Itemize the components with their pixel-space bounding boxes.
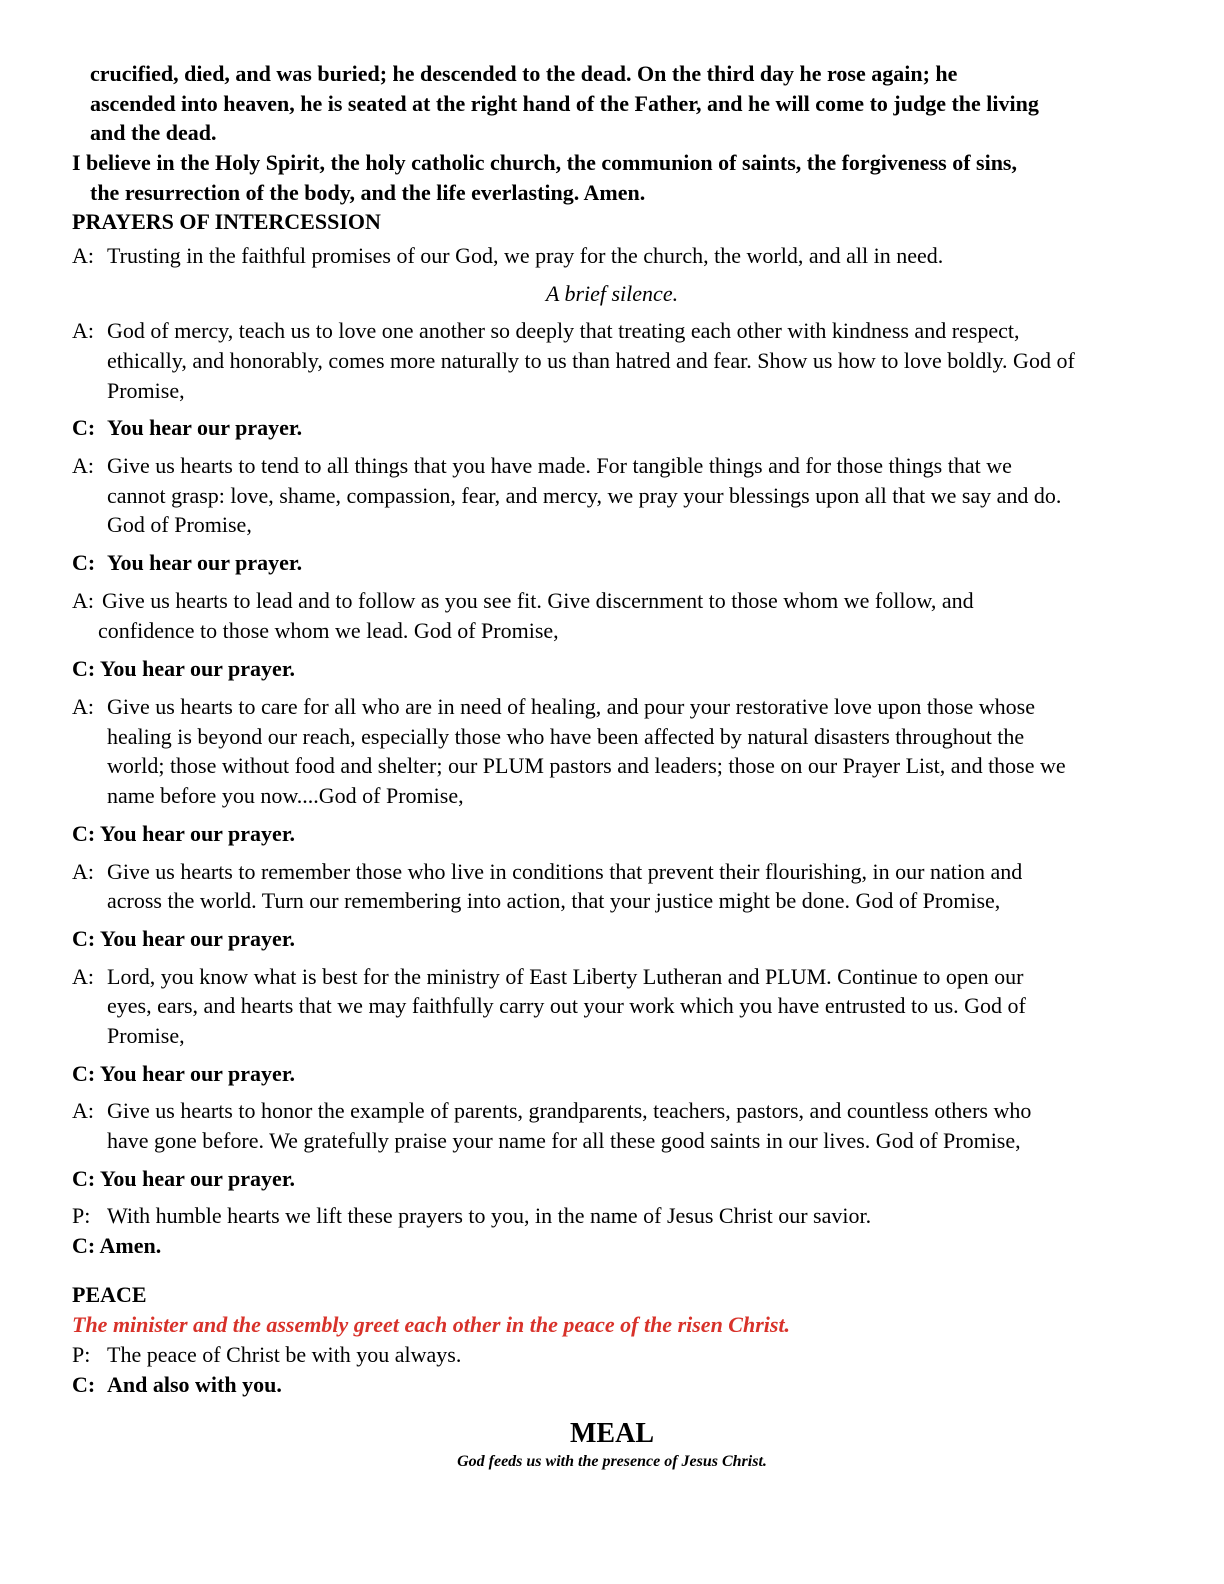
section-heading-peace: PEACE <box>72 1282 147 1307</box>
speaker-label: A: <box>72 1098 94 1123</box>
petition-line: Give us hearts to remember those who live in conditions that prevent their flourishing, in our nation and <box>107 859 1023 884</box>
speaker-label: A: <box>72 588 94 613</box>
closing-text: With humble hearts we lift these prayers to you, in the name of Jesus Christ our savior. <box>107 1203 872 1228</box>
petition-line: cannot grasp: love, shame, compassion, fear, and mercy, we pray your blessings upon all that we say and do. <box>107 483 1062 508</box>
petition-line: Give us hearts to honor the example of parents, grandparents, teachers, pastors, and countless others who <box>107 1098 1032 1123</box>
response-text: You hear our prayer. <box>107 415 303 440</box>
speaker-label: A: <box>72 453 94 478</box>
petition-line: God of Promise, <box>107 512 252 537</box>
creed-spirit-line: the resurrection of the body, and the life everlasting. Amen. <box>90 180 646 205</box>
speaker-label: C: <box>72 415 96 440</box>
petition-line: God of mercy, teach us to love one another so deeply that treating each other with kindness and respect, <box>107 318 1020 343</box>
congregation-response: C: You hear our prayer. <box>72 821 296 846</box>
creed-line: crucified, died, and was buried; he descended to the dead. On the third day he rose again; he <box>90 61 958 86</box>
peace-congregation-text: And also with you. <box>107 1372 282 1397</box>
petition-line: ethically, and honorably, comes more naturally to us than hatred and fear. Show us how to love boldly. God of <box>107 348 1075 373</box>
speaker-label: C: <box>72 550 96 575</box>
congregation-amen: C: Amen. <box>72 1233 162 1258</box>
speaker-label: P: <box>72 1203 91 1228</box>
petition-line: world; those without food and shelter; our PLUM pastors and leaders; those on our Prayer List, and those we <box>107 753 1066 778</box>
speaker-label: C: <box>72 1372 96 1397</box>
meal-subtitle: God feeds us with the presence of Jesus Christ. <box>457 1453 767 1470</box>
petition-line: name before you now....God of Promise, <box>107 783 464 808</box>
speaker-label: P: <box>72 1342 91 1367</box>
petition-line: Promise, <box>107 1023 185 1048</box>
section-heading-meal: MEAL <box>570 1418 654 1449</box>
petition-line: Lord, you know what is best for the ministry of East Liberty Lutheran and PLUM. Continue to open our <box>107 964 1024 989</box>
petition-line: Give us hearts to tend to all things that you have made. For tangible things and for those things that we <box>107 453 1012 478</box>
silence-rubric: A brief silence. <box>545 281 679 306</box>
petition-line: have gone before. We gratefully praise your name for all these good saints in our lives. God of Promise, <box>107 1128 1021 1153</box>
creed-line: and the dead. <box>90 120 217 145</box>
peace-presider-text: The peace of Christ be with you always. <box>107 1342 462 1367</box>
peace-rubric: The minister and the assembly greet each other in the peace of the risen Christ. <box>72 1312 791 1337</box>
petition-line: across the world. Turn our remembering into action, that your justice might be done. God of Promise, <box>107 888 1001 913</box>
section-heading-prayers: PRAYERS OF INTERCESSION <box>72 209 381 234</box>
speaker-label: A: <box>72 964 94 989</box>
petition-line: Promise, <box>107 378 185 403</box>
petition-line: confidence to those whom we lead. God of Promise, <box>98 618 559 643</box>
petition-line: healing is beyond our reach, especially those who have been affected by natural disasters throughout the <box>107 724 1025 749</box>
congregation-response: C: You hear our prayer. <box>72 656 296 681</box>
petition-line: eyes, ears, and hearts that we may faithfully carry out your work which you have entrusted to us. God of <box>107 993 1026 1018</box>
congregation-response: C: You hear our prayer. <box>72 1061 296 1086</box>
speaker-label: A: <box>72 694 94 719</box>
speaker-label: A: <box>72 859 94 884</box>
speaker-label: A: <box>72 243 94 268</box>
creed-line: ascended into heaven, he is seated at the right hand of the Father, and he will come to judge the living <box>90 91 1039 116</box>
creed-spirit-line: I believe in the Holy Spirit, the holy catholic church, the communion of saints, the forgiveness of sins, <box>72 150 1017 175</box>
congregation-response: C: You hear our prayer. <box>72 926 296 951</box>
congregation-response: C: You hear our prayer. <box>72 1166 296 1191</box>
response-text: You hear our prayer. <box>107 550 303 575</box>
petition-line: Give us hearts to care for all who are in need of healing, and pour your restorative love upon those whose <box>107 694 1035 719</box>
prayer-text: Trusting in the faithful promises of our God, we pray for the church, the world, and all in need. <box>107 243 944 268</box>
speaker-label: A: <box>72 318 94 343</box>
petition-line: Give us hearts to lead and to follow as you see fit. Give discernment to those whom we follow, and <box>102 588 974 613</box>
